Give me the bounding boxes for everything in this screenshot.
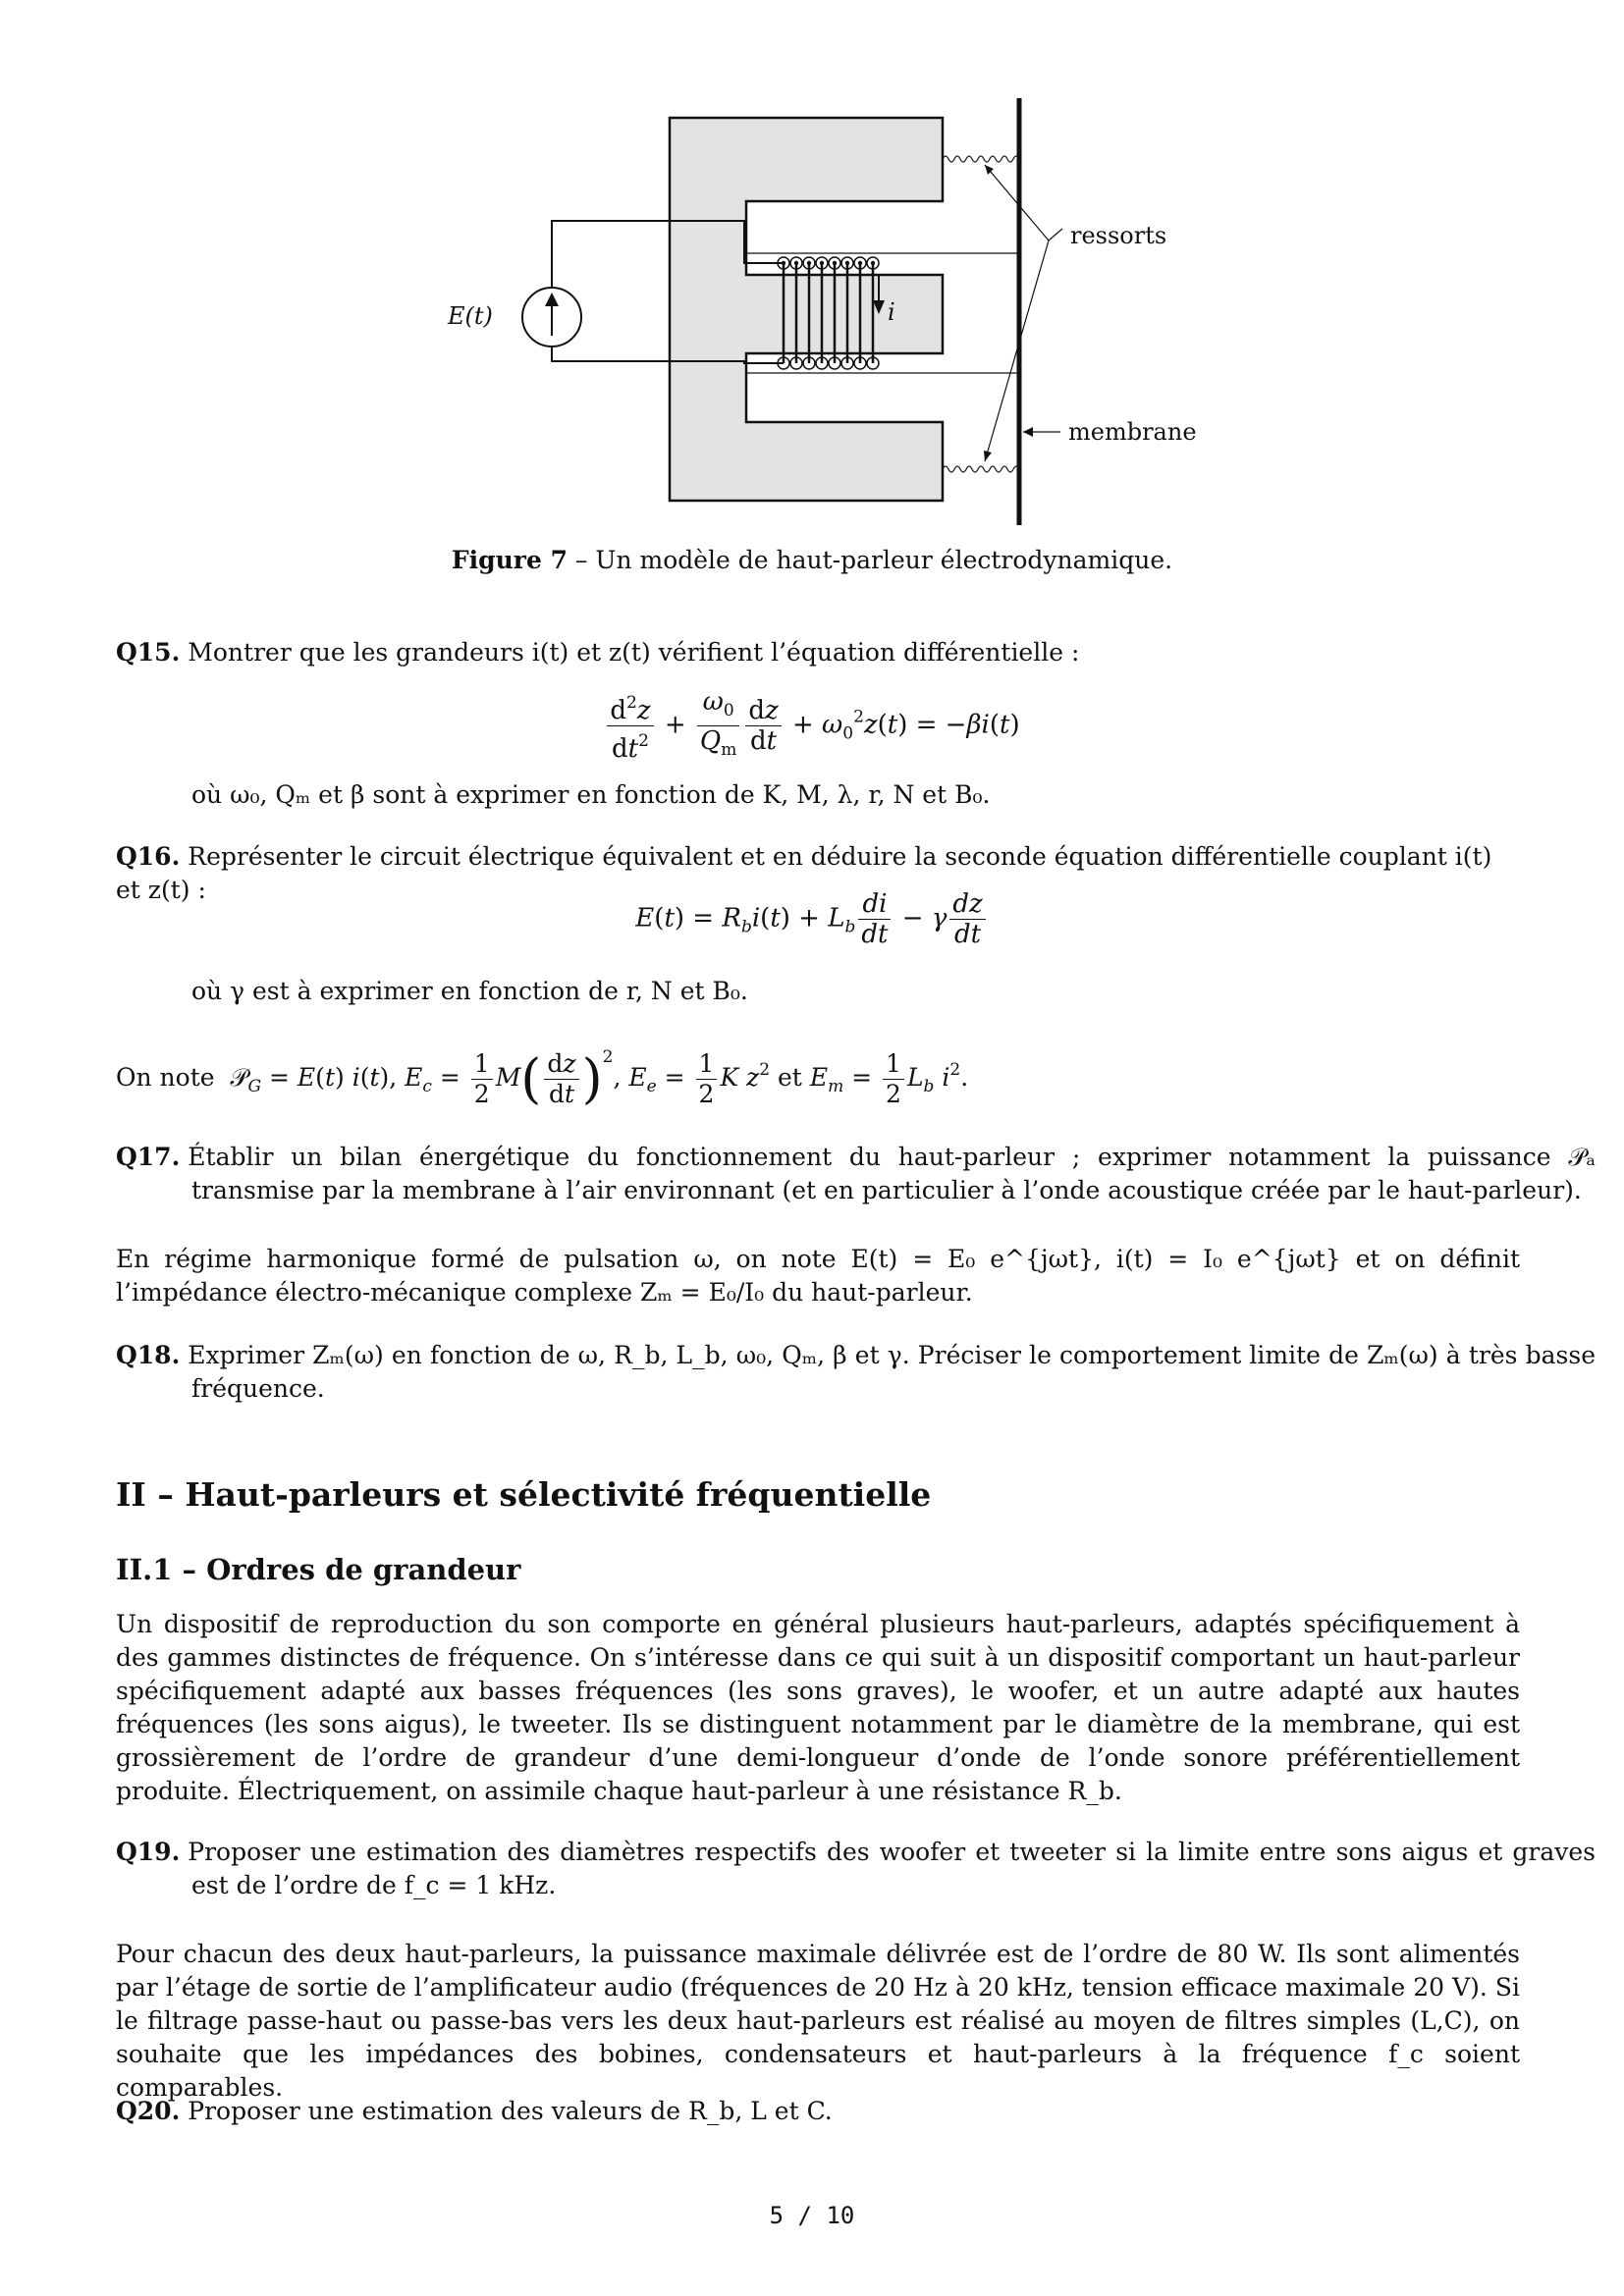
- question-label: Q20.: [116, 2097, 181, 2125]
- harmonic-regime-paragraph: En régime harmonique formé de pulsation ω, on note E(t) = E₀ e^{jωt}, i(t) = I₀ e^{jωt} et on définit l’impédance électro-mécanique complexe Zₘ = E₀/I₀ du haut-parleur.: [116, 1245, 1520, 1307]
- page-number: 5 / 10: [769, 2202, 855, 2229]
- magnet-body: [670, 118, 943, 501]
- question-text: Représenter le circuit électrique équivalent et en déduire la seconde équation différentielle couplant i(t) et z(t) :: [116, 842, 1492, 904]
- question-15-after: où ω₀, Qₘ et β sont à exprimer en fonction de K, M, λ, r, N et B₀.: [191, 780, 991, 809]
- energy-definitions: On note 𝒫$_G$ = E(t) i(t), $E_c$ = $\frac{1}{2}$ M( $\frac{dz}{dt}$ )$^2$, $E_e$ = $\frac{1}{2}$ K $z^2$ et $E_m$ = $\frac{1}{2}$ $L_b$ $i^2$.: [116, 1047, 969, 1110]
- subsection-title: II.1 – Ordres de grandeur: [116, 1553, 521, 1586]
- question-label: Q17.: [116, 1143, 181, 1171]
- question-label: Q16.: [116, 842, 181, 871]
- source-label: E(t): [448, 302, 493, 330]
- question-16-after: où γ est à exprimer en fonction de r, N et B₀.: [191, 977, 748, 1005]
- question-17: [116, 1141, 1596, 1207]
- equation-2: $E(t) = R_bi(t) + L_b$ $\frac{di}{dt}$ − γ $\frac{dz}{dt}$: [0, 889, 1624, 949]
- question-text: Exprimer Zₘ(ω) en fonction de ω, R_b, L_b, ω₀, Qₘ, β et γ. Préciser le comportement limite de Zₘ(ω) à très basse fréquence.: [188, 1341, 1596, 1403]
- figure-number: Figure 7: [451, 546, 568, 574]
- paragraph-woofer-tweeter: Un dispositif de reproduction du son comporte en général plusieurs haut-parleurs, adaptés spécifiquement à des gammes distinctes de fréquence. On s’intéresse dans ce qui suit à un dispositif comportant un haut-parleur spécifiquement adapté aux basses fréquences (les sons graves), le woofer, et un autre adapté aux hautes fréquences (les sons aigus), le tweeter. Ils se distinguent notamment par le diamètre de la membrane, qui est grossièrement de l’ordre de grandeur d’une demi-longueur d’onde de l’onde sonore préférentiellement produite. Électriquement, on assimile chaque haut-parleur à une résistance R_b.: [116, 1610, 1520, 1805]
- springs-label: ressorts: [1070, 222, 1167, 249]
- question-label: Q15.: [116, 638, 181, 667]
- spring-bottom: [943, 466, 1019, 472]
- question-19: [116, 1836, 1596, 1902]
- current-label: i: [888, 298, 895, 326]
- figure-caption-text: – Un modèle de haut-parleur électrodynamique.: [567, 546, 1173, 574]
- figure-caption: [0, 546, 1624, 574]
- question-label: Q18.: [116, 1341, 181, 1369]
- membrane-label: membrane: [1068, 418, 1197, 446]
- loudspeaker-diagram: [422, 88, 1267, 540]
- question-text: Proposer une estimation des valeurs de R_b, L et C.: [188, 2097, 833, 2125]
- paragraph-amplifier: Pour chacun des deux haut-parleurs, la puissance maximale délivrée est de l’ordre de 80 W. Ils sont alimentés par l’étage de sortie de l’amplificateur audio (fréquences de 20 Hz à 20 kHz, tension efficace maximale 20 V). Si le filtrage passe-haut ou passe-bas vers les deux haut-parleurs est réalisé au moyen de filtres simples (L,C), on souhaite que les impédances des bobines, condensateurs et haut-parleurs à la fréquence f_c soient comparables.: [116, 1940, 1520, 2102]
- equation-1: $\frac{d^2z}{dt^2}$ + $\frac{\omega_0}{Q_m}$ $\frac{dz}{dt}$ + $\omega_0^2z(t) = -\beta i(t)$: [0, 687, 1624, 765]
- question-label: Q19.: [116, 1838, 181, 1866]
- question-text: Montrer que les grandeurs i(t) et z(t) vérifient l’équation différentielle :: [188, 638, 1080, 667]
- spring-top: [943, 156, 1019, 162]
- question-20: [116, 2095, 1520, 2128]
- question-15: [116, 636, 1520, 669]
- question-18: [116, 1339, 1596, 1406]
- question-text: Proposer une estimation des diamètres respectifs des woofer et tweeter si la limite entre sons aigus et graves est de l’ordre de f_c = 1 kHz.: [188, 1838, 1596, 1899]
- question-text: Établir un bilan énergétique du fonctionnement du haut-parleur ; exprimer notamment la puissance 𝒫ₐ transmise par la membrane à l’air environnant (et en particulier à l’onde acoustique créée par le haut-parleur).: [188, 1143, 1596, 1204]
- section-title: II – Haut-parleurs et sélectivité fréquentielle: [116, 1475, 932, 1514]
